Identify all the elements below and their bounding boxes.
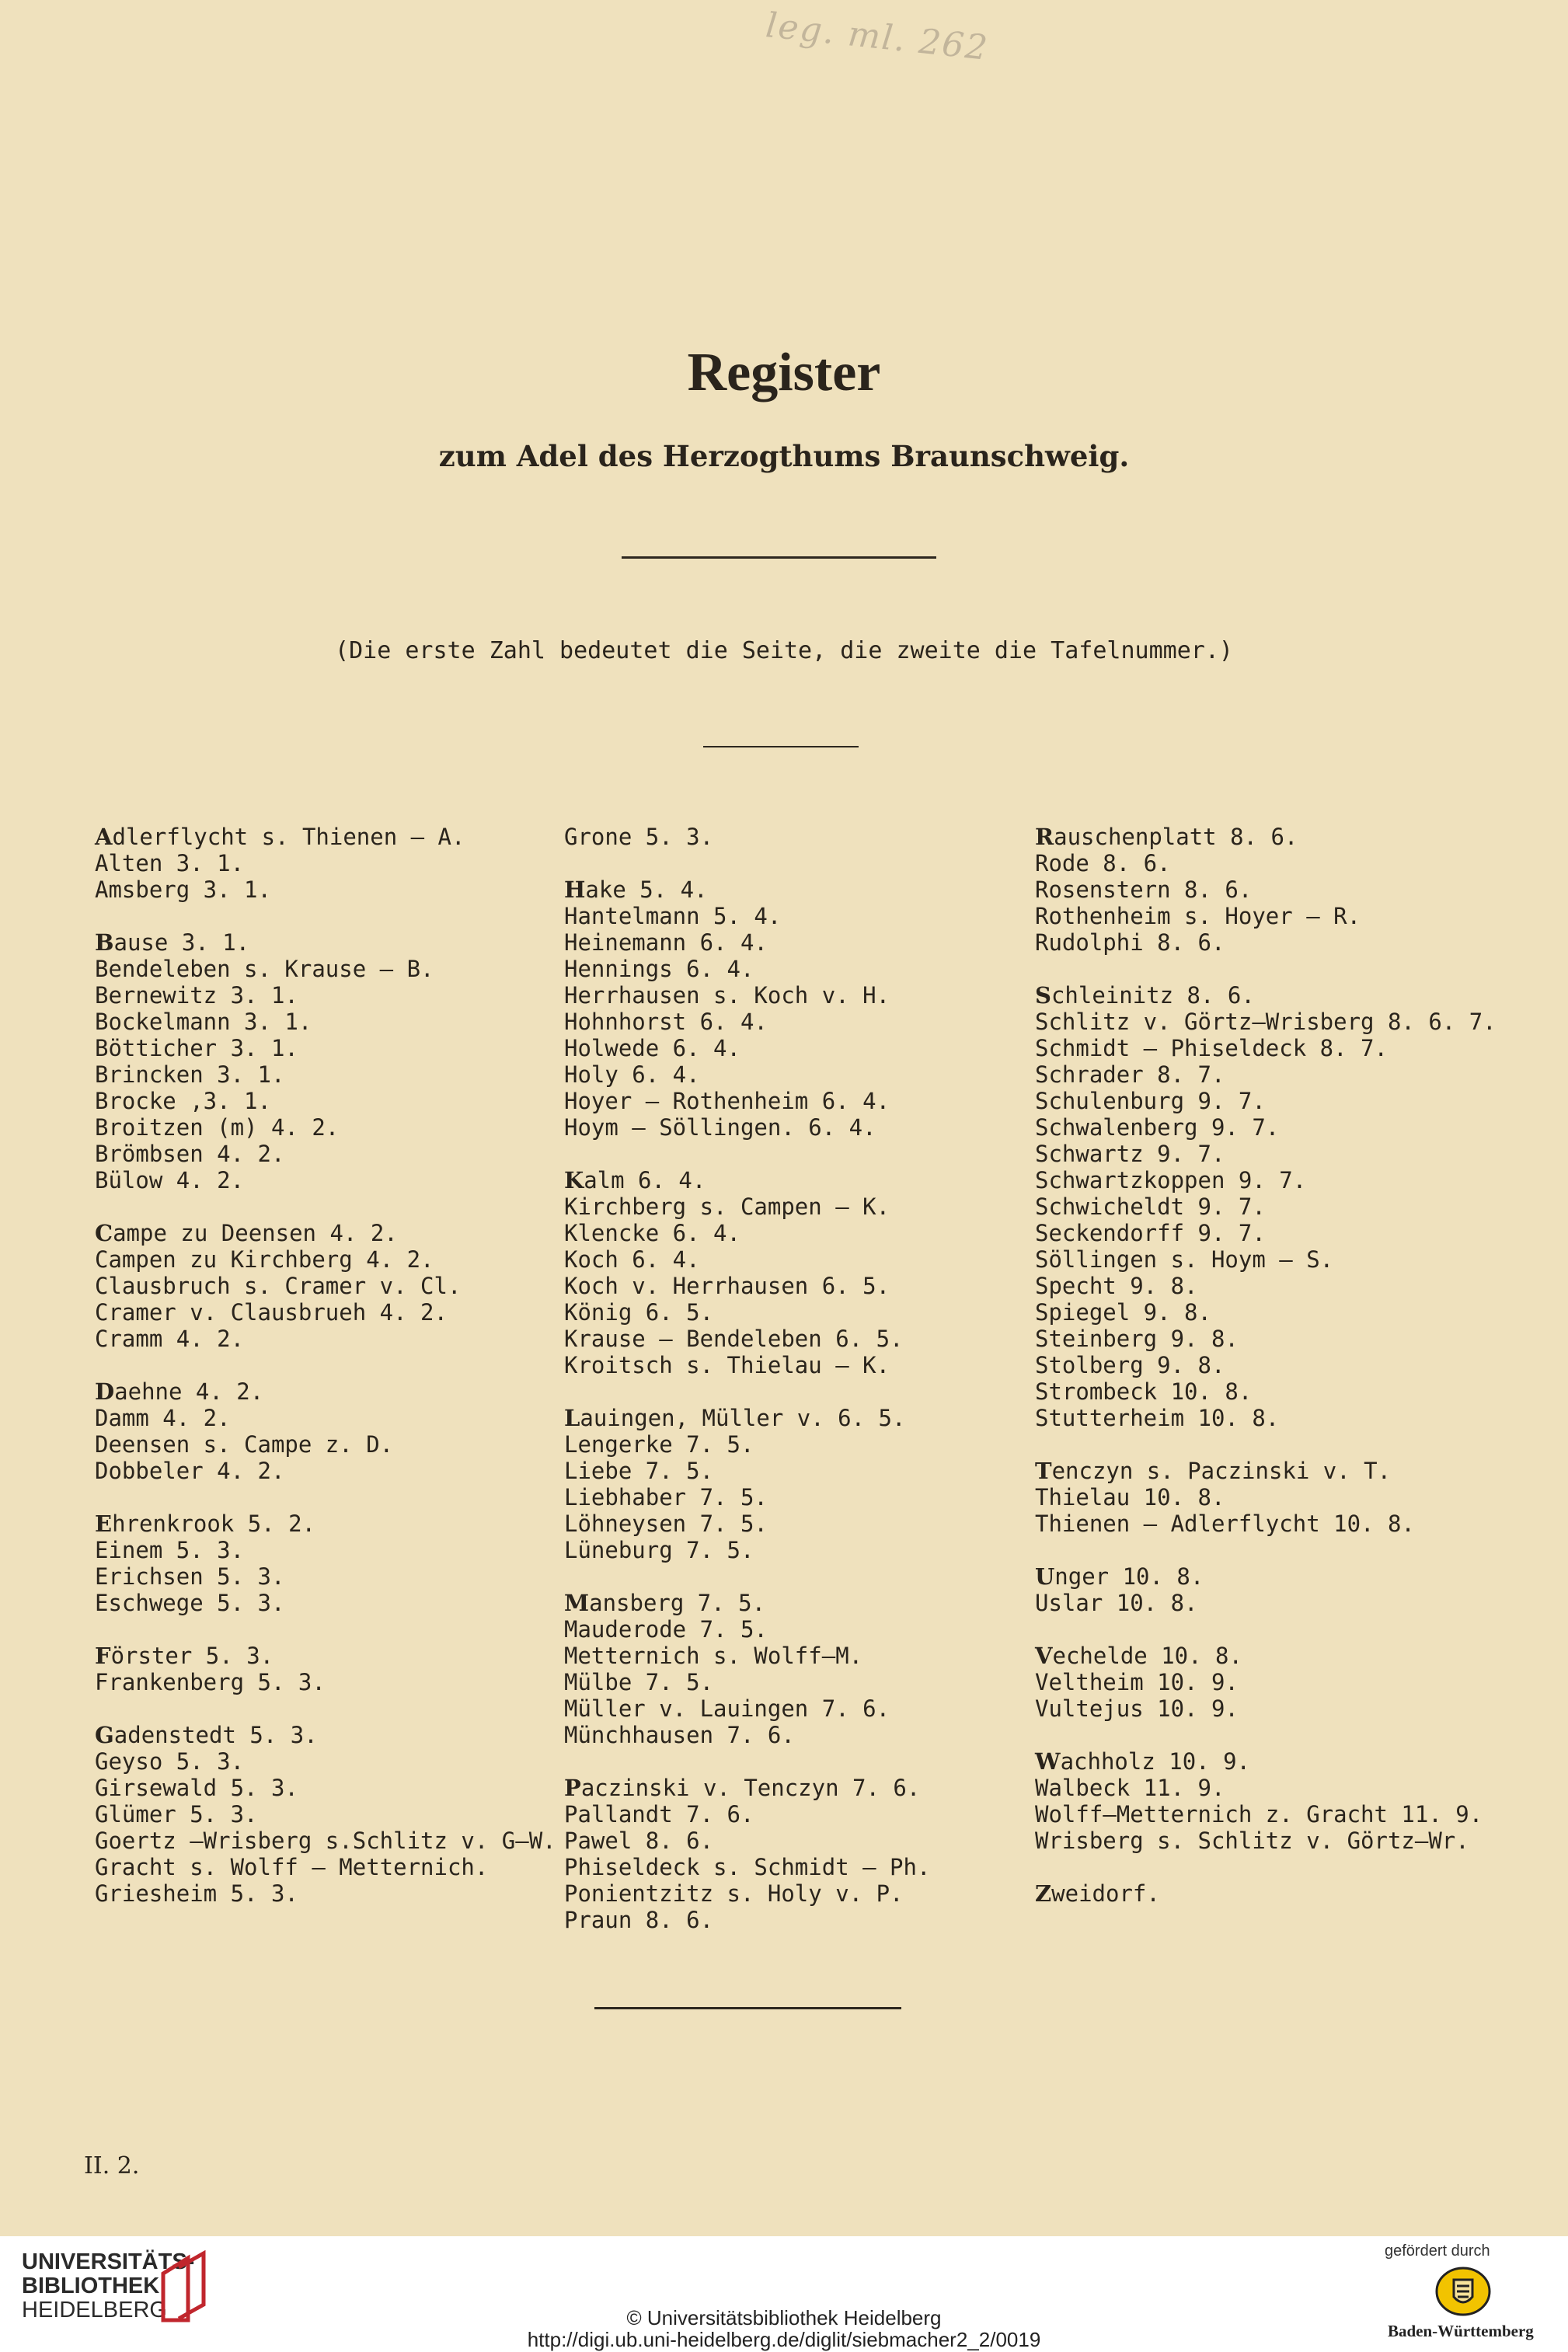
entry-text: ause 3. 1. [113, 929, 250, 956]
register-entry [95, 1828, 556, 1854]
entry-text: Schwalenberg 9. 7. [1035, 1114, 1280, 1141]
register-entry [564, 1828, 930, 1854]
register-entry [1035, 1061, 1497, 1088]
register-column-2 [564, 824, 930, 1960]
entry-text: weidorf. [1051, 1880, 1160, 1907]
letter-group [1035, 1643, 1497, 1722]
entry-text: König 6. 5. [564, 1299, 714, 1326]
initial-letter: H [564, 876, 586, 903]
initial-letter: Z [1035, 1880, 1052, 1907]
register-entry [95, 1854, 556, 1880]
entry-text: Griesheim 5. 3. [95, 1880, 298, 1907]
entry-text: Girsewald 5. 3. [95, 1775, 298, 1801]
entry-text: Wolff—Metternich z. Gracht 11. 9. [1035, 1801, 1483, 1828]
register-entry [564, 1009, 930, 1035]
register-entry [564, 1854, 930, 1880]
entry-text: Stolberg 9. 8. [1035, 1352, 1225, 1378]
entry-text: adenstedt 5. 3. [113, 1722, 318, 1748]
entry-text: nger 10. 8. [1054, 1563, 1204, 1590]
register-entry [95, 1273, 556, 1299]
initial-letter: M [564, 1590, 590, 1616]
entry-text: ampe zu Deensen 4. 2. [113, 1220, 398, 1246]
entry-text: hrenkrook 5. 2. [112, 1511, 316, 1537]
initial-letter: S [1035, 982, 1051, 1009]
letter-group [564, 824, 930, 850]
entry-text: Rudolphi 8. 6. [1035, 929, 1225, 956]
entry-text: Einem 5. 3. [95, 1537, 245, 1563]
register-entry [95, 929, 556, 956]
register-entry [564, 1616, 930, 1643]
entry-text: Koch v. Herrhausen 6. 5. [564, 1273, 890, 1299]
register-entry [564, 1088, 930, 1114]
register-entry [95, 1141, 556, 1167]
register-entry [564, 876, 930, 903]
letter-group [95, 1378, 556, 1484]
initial-letter: G [95, 1722, 114, 1748]
register-entry [564, 1431, 930, 1458]
entry-text: Söllingen s. Hoym — S. [1035, 1246, 1334, 1273]
entry-text: Rosenstern 8. 6. [1035, 876, 1253, 903]
initial-letter: V [1035, 1643, 1053, 1669]
entry-text: chleinitz 8. 6. [1051, 982, 1255, 1009]
register-entry [95, 1035, 556, 1061]
bottom-rule [594, 2007, 901, 2009]
register-entry [95, 1378, 556, 1405]
entry-text: Bockelmann 3. 1. [95, 1009, 312, 1035]
initial-letter: U [1035, 1563, 1055, 1590]
register-entry [95, 1009, 556, 1035]
entry-text: Schwartz 9. 7. [1035, 1141, 1225, 1167]
entry-text: Metternich s. Wolff—M. [564, 1643, 863, 1669]
entry-text: Brömbsen 4. 2. [95, 1141, 285, 1167]
register-entry [564, 1669, 930, 1695]
initial-letter: R [1035, 824, 1054, 850]
letter-group [1035, 824, 1497, 956]
register-entry [95, 1458, 556, 1484]
entry-text: Holy 6. 4. [564, 1061, 700, 1088]
entry-text: Damm 4. 2. [95, 1405, 231, 1431]
entry-text: Strombeck 10. 8. [1035, 1378, 1253, 1405]
register-entry [1035, 1880, 1497, 1907]
entry-text: Erichsen 5. 3. [95, 1563, 285, 1590]
letter-group [564, 1167, 930, 1378]
entry-text: Cramer v. Clausbrueh 4. 2. [95, 1299, 448, 1326]
entry-text: Eschwege 5. 3. [95, 1590, 285, 1616]
entry-text: Bendeleben s. Krause — B. [95, 956, 434, 982]
entry-text: Lengerke 7. 5. [564, 1431, 754, 1458]
register-entry [1035, 1326, 1497, 1352]
register-entry [95, 1511, 556, 1537]
page-title: Register [687, 343, 881, 402]
register-entry [95, 1167, 556, 1193]
entry-text: Pallandt 7. 6. [564, 1801, 754, 1828]
register-entry [1035, 1114, 1497, 1141]
register-entry [564, 1193, 930, 1220]
entry-text: Geyso 5. 3. [95, 1748, 245, 1775]
entry-text: Lüneburg 7. 5. [564, 1537, 754, 1563]
entry-text: Clausbruch s. Cramer v. Cl. [95, 1273, 462, 1299]
entry-text: Klencke 6. 4. [564, 1220, 740, 1246]
entry-text: Bötticher 3. 1. [95, 1035, 298, 1061]
register-entry [95, 1748, 556, 1775]
register-entry [1035, 1246, 1497, 1273]
register-entry [564, 1352, 930, 1378]
register-entry [564, 1537, 930, 1563]
entry-text: Schwicheldt 9. 7. [1035, 1193, 1266, 1220]
letter-group [564, 1775, 930, 1933]
entry-text: Schmidt — Phiseldeck 8. 7. [1035, 1035, 1388, 1061]
register-entry [95, 1220, 556, 1246]
entry-text: Liebe 7. 5. [564, 1458, 714, 1484]
entry-text: Thielau 10. 8. [1035, 1484, 1225, 1511]
page-subtitle: zum Adel des Herzogthums Braunschweig. [438, 439, 1130, 473]
entry-text: alm 6. 4. [584, 1167, 706, 1193]
register-entry [1035, 982, 1497, 1009]
register-entry [1035, 1748, 1497, 1775]
entry-text: Bülow 4. 2. [95, 1167, 245, 1193]
register-entry [1035, 1141, 1497, 1167]
entry-text: echelde 10. 8. [1052, 1643, 1242, 1669]
entry-text: achholz 10. 9. [1060, 1748, 1251, 1775]
entry-text: Löhneysen 7. 5. [564, 1511, 768, 1537]
handwritten-shelfmark: leg. ml. 262 [764, 5, 991, 68]
register-entry [564, 1246, 930, 1273]
register-entry [1035, 1405, 1497, 1431]
entry-text: Herrhausen s. Koch v. H. [564, 982, 890, 1009]
register-entry [95, 1088, 556, 1114]
library-name-line: HEIDELBERG [22, 2298, 167, 2322]
register-entry [1035, 1088, 1497, 1114]
register-entry [564, 1114, 930, 1141]
permalink[interactable]: http://digi.ub.uni-heidelberg.de/diglit/siebmacher2_2/0019 [527, 2328, 1041, 2351]
register-entry [95, 1405, 556, 1431]
sponsor-name: Baden-Württemberg [1388, 2322, 1534, 2340]
sponsor-label: gefördert durch [1385, 2242, 1490, 2260]
entry-text: Heinemann 6. 4. [564, 929, 768, 956]
register-entry [95, 1590, 556, 1616]
entry-text: Kroitsch s. Thielau — K. [564, 1352, 890, 1378]
register-entry [1035, 876, 1497, 903]
entry-text: Spiegel 9. 8. [1035, 1299, 1211, 1326]
register-entry [95, 1061, 556, 1088]
register-entry [1035, 1299, 1497, 1326]
entry-text: Gracht s. Wolff — Metternich. [95, 1854, 489, 1880]
register-entry [95, 1326, 556, 1352]
register-entry [564, 824, 930, 850]
letter-group [1035, 1880, 1497, 1907]
letter-group [564, 1405, 930, 1563]
register-entry [564, 1643, 930, 1669]
register-entry [1035, 1669, 1497, 1695]
entry-text: Seckendorff 9. 7. [1035, 1220, 1266, 1246]
register-entry [95, 1643, 556, 1669]
register-entry [564, 1590, 930, 1616]
register-entry [1035, 1590, 1497, 1616]
entry-text: Liebhaber 7. 5. [564, 1484, 768, 1511]
register-entry [95, 1669, 556, 1695]
state-coat-of-arms-icon [1434, 2264, 1493, 2319]
register-entry [95, 1431, 556, 1458]
entry-text: Wrisberg s. Schlitz v. Görtz—Wr. [1035, 1828, 1469, 1854]
entry-text: Frankenberg 5. 3. [95, 1669, 326, 1695]
register-entry [564, 1326, 930, 1352]
register-entry [95, 1563, 556, 1590]
register-entry [564, 982, 930, 1009]
entry-text: Glümer 5. 3. [95, 1801, 258, 1828]
entry-text: Brincken 3. 1. [95, 1061, 285, 1088]
register-entry [564, 1880, 930, 1907]
letter-group [95, 1643, 556, 1695]
register-entry [1035, 850, 1497, 876]
register-entry [95, 1537, 556, 1563]
initial-letter: K [564, 1167, 584, 1193]
register-entry [564, 1458, 930, 1484]
register-entry [1035, 824, 1497, 850]
letter-group [95, 929, 556, 1193]
register-entry [1035, 1009, 1497, 1035]
register-entry [1035, 1511, 1497, 1537]
register-entry [1035, 1458, 1497, 1484]
register-entry [95, 1775, 556, 1801]
register-entry [95, 824, 556, 850]
register-entry [95, 1801, 556, 1828]
register-entry [1035, 1695, 1497, 1722]
library-name-line: UNIVERSITÄTS- [22, 2249, 195, 2274]
register-entry [95, 1114, 556, 1141]
initial-letter: W [1035, 1748, 1061, 1775]
letter-group [1035, 1458, 1497, 1537]
entry-text: Amsberg 3. 1. [95, 876, 271, 903]
entry-text: Krause — Bendeleben 6. 5. [564, 1326, 904, 1352]
initial-letter: B [95, 929, 114, 956]
entry-text: Broitzen (m) 4. 2. [95, 1114, 340, 1141]
entry-text: auschenplatt 8. 6. [1054, 824, 1298, 850]
explanatory-note: (Die erste Zahl bedeutet die Seite, die zweite die Tafelnummer.) [335, 637, 1233, 664]
entry-text: Kirchberg s. Campen — K. [564, 1193, 890, 1220]
initial-letter: F [95, 1643, 111, 1669]
plate-mark: II. 2. [84, 2152, 140, 2180]
entry-text: ake 5. 4. [585, 876, 708, 903]
initial-letter: A [95, 824, 113, 850]
entry-text: Holwede 6. 4. [564, 1035, 740, 1061]
register-entry [1035, 1167, 1497, 1193]
letter-group [564, 1590, 930, 1748]
entry-text: Vultejus 10. 9. [1035, 1695, 1239, 1722]
register-entry [1035, 929, 1497, 956]
entry-text: enczyn s. Paczinski v. T. [1051, 1458, 1392, 1484]
register-entry [1035, 1220, 1497, 1246]
title-rule [622, 556, 936, 559]
register-entry [564, 1775, 930, 1801]
register-entry [95, 850, 556, 876]
register-entry [1035, 1828, 1497, 1854]
register-entry [1035, 1643, 1497, 1669]
entry-text: örster 5. 3. [110, 1643, 274, 1669]
entry-text: Dobbeler 4. 2. [95, 1458, 285, 1484]
initial-letter: P [564, 1775, 581, 1801]
entry-text: Mülbe 7. 5. [564, 1669, 714, 1695]
register-entry [95, 1299, 556, 1326]
entry-text: aczinski v. Tenczyn 7. 6. [580, 1775, 921, 1801]
register-entry [564, 1273, 930, 1299]
entry-text: Specht 9. 8. [1035, 1273, 1198, 1299]
letter-group [95, 1220, 556, 1352]
register-entry [1035, 1352, 1497, 1378]
register-entry [564, 929, 930, 956]
entry-text: Schulenburg 9. 7. [1035, 1088, 1266, 1114]
register-entry [564, 1405, 930, 1431]
letter-group [95, 824, 556, 903]
entry-text: Rode 8. 6. [1035, 850, 1171, 876]
register-entry [95, 876, 556, 903]
entry-text: Deensen s. Campe z. D. [95, 1431, 394, 1458]
entry-text: Hantelmann 5. 4. [564, 903, 782, 929]
register-entry [564, 1695, 930, 1722]
entry-text: Müller v. Lauingen 7. 6. [564, 1695, 890, 1722]
entry-text: Praun 8. 6. [564, 1907, 714, 1933]
register-entry [564, 956, 930, 982]
register-entry [564, 1484, 930, 1511]
entry-text: Hohnhorst 6. 4. [564, 1009, 768, 1035]
letter-group [1035, 1563, 1497, 1616]
entry-text: Pawel 8. 6. [564, 1828, 714, 1854]
entry-text: Campen zu Kirchberg 4. 2. [95, 1246, 434, 1273]
entry-text: Bernewitz 3. 1. [95, 982, 298, 1009]
note-rule [703, 746, 859, 747]
entry-text: Stutterheim 10. 8. [1035, 1405, 1280, 1431]
entry-text: dlerflycht s. Thienen — A. [112, 824, 465, 850]
register-entry [564, 1220, 930, 1246]
entry-text: Steinberg 9. 8. [1035, 1326, 1239, 1352]
initial-letter: C [95, 1220, 113, 1246]
entry-text: ansberg 7. 5. [589, 1590, 766, 1616]
register-entry [1035, 1378, 1497, 1405]
register-entry [1035, 1193, 1497, 1220]
register-entry [1035, 1273, 1497, 1299]
entry-text: Cramm 4. 2. [95, 1326, 245, 1352]
register-entry [95, 1880, 556, 1907]
entry-text: Walbeck 11. 9. [1035, 1775, 1225, 1801]
initial-letter: L [564, 1405, 580, 1431]
initial-letter: T [1035, 1458, 1052, 1484]
entry-text: Veltheim 10. 9. [1035, 1669, 1239, 1695]
register-entry [1035, 1563, 1497, 1590]
entry-text: Ponientzitz s. Holy v. P. [564, 1880, 904, 1907]
register-entry [95, 1722, 556, 1748]
entry-text: Schrader 8. 7. [1035, 1061, 1225, 1088]
register-entry [1035, 1484, 1497, 1511]
register-entry [564, 1061, 930, 1088]
initial-letter: D [95, 1378, 115, 1405]
library-name-line: BIBLIOTHEK [22, 2274, 160, 2298]
register-entry [564, 1907, 930, 1933]
register-entry [95, 1246, 556, 1273]
entry-text: aehne 4. 2. [114, 1378, 264, 1405]
entry-text: Münchhausen 7. 6. [564, 1722, 795, 1748]
entry-text: Grone 5. 3. [564, 824, 714, 850]
entry-text: Koch 6. 4. [564, 1246, 700, 1273]
letter-group [1035, 1748, 1497, 1854]
letter-group [95, 1722, 556, 1907]
entry-text: Brocke ,3. 1. [95, 1088, 271, 1114]
register-entry [564, 1722, 930, 1748]
entry-text: Mauderode 7. 5. [564, 1616, 768, 1643]
register-entry [1035, 903, 1497, 929]
entry-text: auingen, Müller v. 6. 5. [580, 1405, 906, 1431]
entry-text: Schlitz v. Görtz—Wrisberg 8. 6. 7. [1035, 1009, 1497, 1035]
register-column-1 [95, 824, 556, 1933]
initial-letter: E [95, 1511, 113, 1537]
entry-text: Rothenheim s. Hoyer — R. [1035, 903, 1361, 929]
register-entry [564, 1511, 930, 1537]
register-entry [564, 1035, 930, 1061]
register-entry [95, 956, 556, 982]
letter-group [95, 1511, 556, 1616]
footer [0, 2236, 1568, 2349]
entry-text: Uslar 10. 8. [1035, 1590, 1198, 1616]
letter-group [1035, 982, 1497, 1431]
copyright-line: © Universitätsbibliothek Heidelberg [626, 2306, 942, 2329]
entry-text: Thienen — Adlerflycht 10. 8. [1035, 1511, 1415, 1537]
register-entry [1035, 1801, 1497, 1828]
entry-text: Hennings 6. 4. [564, 956, 754, 982]
entry-text: Phiseldeck s. Schmidt — Ph. [564, 1854, 931, 1880]
register-entry [564, 903, 930, 929]
entry-text: Alten 3. 1. [95, 850, 245, 876]
entry-text: Schwartzkoppen 9. 7. [1035, 1167, 1307, 1193]
register-column-3 [1035, 824, 1497, 1933]
register-entry [564, 1167, 930, 1193]
register-entry [1035, 1035, 1497, 1061]
entry-text: Goertz —Wrisberg s.Schlitz v. G—W. [95, 1828, 556, 1854]
register-entry [564, 1801, 930, 1828]
register-entry [95, 982, 556, 1009]
letter-group [564, 876, 930, 1141]
entry-text: Hoyer — Rothenheim 6. 4. [564, 1088, 890, 1114]
entry-text: Hoym — Söllingen. 6. 4. [564, 1114, 876, 1141]
register-entry [1035, 1775, 1497, 1801]
register-entry [564, 1299, 930, 1326]
